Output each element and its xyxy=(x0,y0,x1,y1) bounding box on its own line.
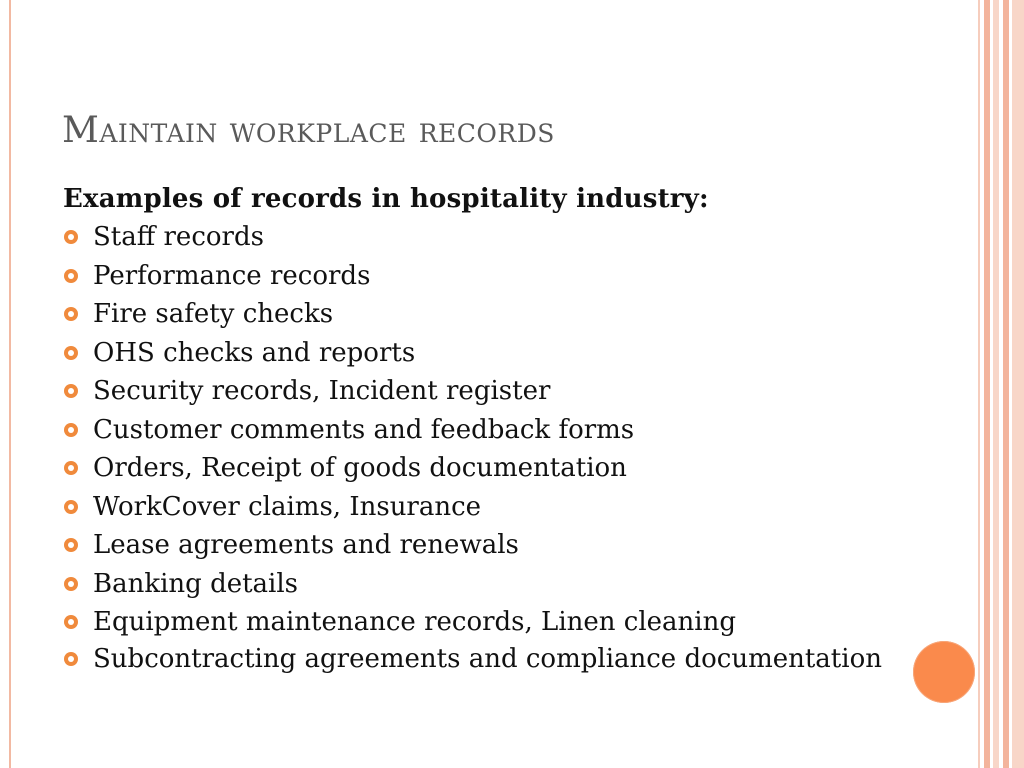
right-stripe xyxy=(1012,0,1024,768)
list-item-text: Orders, Receipt of goods documentation xyxy=(93,453,627,483)
bullet-icon xyxy=(64,615,78,629)
list-item xyxy=(63,257,923,296)
list-item xyxy=(63,488,923,527)
records-list xyxy=(63,218,923,673)
bullet-icon xyxy=(64,384,78,398)
bullet-icon xyxy=(64,500,78,514)
bullet-icon xyxy=(64,346,78,360)
list-item xyxy=(63,334,923,373)
bullet-icon xyxy=(64,652,78,666)
list-item-text: WorkCover claims, Insurance xyxy=(93,491,482,522)
list-item xyxy=(63,642,893,673)
left-border-line xyxy=(9,0,11,768)
right-stripe xyxy=(1003,0,1009,768)
list-item xyxy=(63,603,923,642)
list-item-text: Security records, Incident register xyxy=(93,376,551,406)
list-heading: Examples of records in hospitality industry: xyxy=(63,184,709,214)
slide-title: Maintain workplace records xyxy=(62,110,555,151)
list-item xyxy=(63,372,923,411)
bullet-icon xyxy=(64,307,78,321)
bullet-icon xyxy=(64,461,78,475)
bullet-icon xyxy=(64,269,78,283)
list-item-text: Fire safety checks xyxy=(93,299,334,329)
list-item xyxy=(63,565,923,604)
list-item-text: Subcontracting agreements and compliance documentation xyxy=(93,643,882,674)
right-stripe xyxy=(984,0,990,768)
list-item xyxy=(63,411,923,450)
list-item-text: Lease agreements and renewals xyxy=(93,530,519,560)
list-item-text: OHS checks and reports xyxy=(93,337,416,368)
list-item-text: Staff records xyxy=(93,222,264,252)
bullet-icon xyxy=(64,423,78,437)
list-item xyxy=(63,218,923,257)
list-item-text: Customer comments and feedback forms xyxy=(93,414,635,445)
right-stripe xyxy=(978,0,980,768)
list-item-text: Banking details xyxy=(93,568,299,599)
list-item xyxy=(63,526,923,565)
list-item xyxy=(63,295,923,334)
bullet-icon xyxy=(64,577,78,591)
list-item xyxy=(63,449,923,488)
list-item-text: Equipment maintenance records, Linen cleaning xyxy=(93,607,736,637)
bullet-icon xyxy=(64,230,78,244)
bullet-icon xyxy=(64,538,78,552)
slide-content xyxy=(63,180,923,673)
right-stripe xyxy=(993,0,999,768)
list-item-text: Performance records xyxy=(93,260,371,291)
